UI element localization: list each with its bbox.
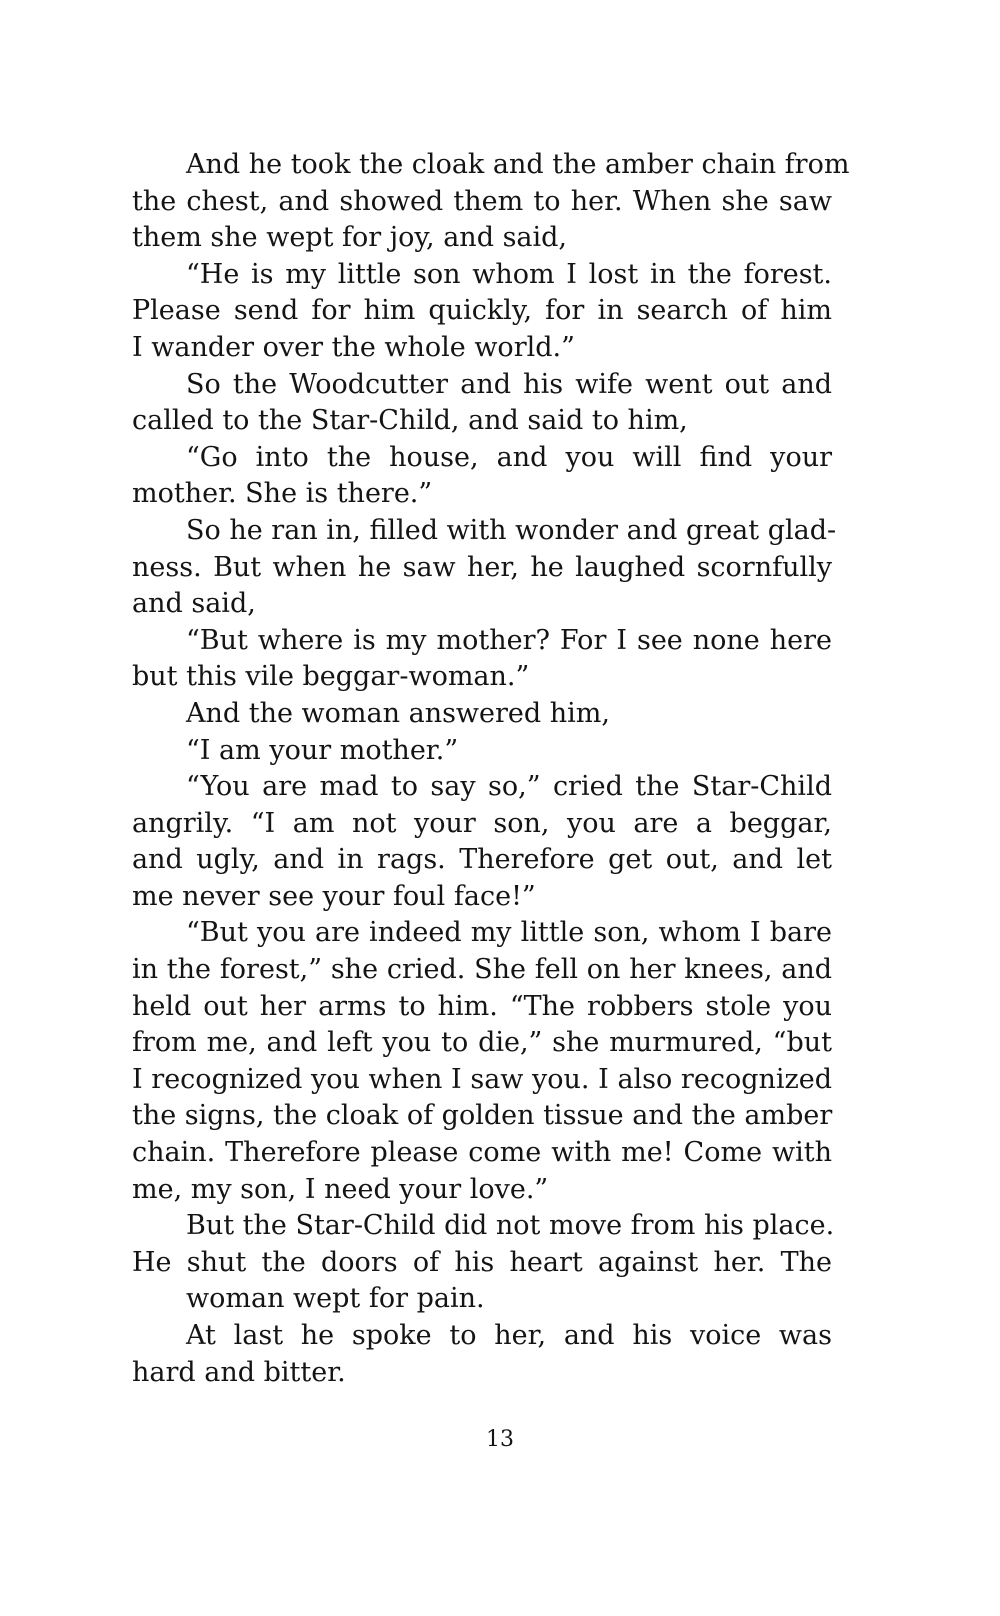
text-line: the chest, and showed them to her. When she saw	[132, 185, 832, 217]
text-line: ness. But when he saw her, he laughed scornfully	[132, 551, 832, 583]
text-line: “I am your mother.”	[186, 734, 459, 766]
text-line: And he took the cloak and the amber chain from	[186, 149, 850, 180]
text-line: them she wept for joy, and said,	[132, 222, 568, 254]
text-line: “You are mad to say so,” cried the Star-Child	[186, 771, 832, 803]
text-line: I wander over the whole world.”	[132, 331, 575, 363]
text-line: chain. Therefore please come with me! Come with	[132, 1137, 832, 1169]
text-line: And the woman answered him,	[186, 697, 610, 729]
text-line: woman wept for pain.	[186, 1283, 485, 1315]
text-line: I recognized you when I saw you. I also recognized	[132, 1063, 832, 1095]
text-line: mother. She is there.”	[132, 478, 433, 510]
text-line: the signs, the cloak of golden tissue and the amber	[132, 1100, 833, 1132]
text-line: But the Star-Child did not move from his place.	[186, 1210, 835, 1242]
text-line: “But you are indeed my little son, whom I bare	[186, 917, 832, 949]
text-line: “Go into the house, and you will find your	[186, 441, 832, 473]
page-number: 13	[486, 1427, 514, 1452]
text-line: in the forest,” she cried. She fell on her knees, and	[132, 954, 832, 986]
text-line: and said,	[132, 588, 256, 620]
text-line: called to the Star-Child, and said to him,	[132, 405, 688, 437]
text-line: Please send for him quickly, for in search of him	[132, 295, 832, 327]
text-line: “But where is my mother? For I see none here	[186, 624, 832, 656]
text-line: held out her arms to him. “The robbers stole you	[132, 990, 832, 1022]
text-line: me, my son, I need your love.”	[132, 1173, 549, 1205]
text-line: but this vile beggar-woman.”	[132, 661, 530, 693]
text-line: from me, and left you to die,” she murmured, “but	[132, 1027, 832, 1059]
text-line: So the Woodcutter and his wife went out and	[186, 368, 832, 400]
text-line: So he ran in, filled with wonder and great glad-	[186, 514, 837, 546]
text-line: and ugly, and in rags. Therefore get out, and let	[132, 844, 832, 876]
text-line: He shut the doors of his heart against her. The	[132, 1246, 832, 1278]
text-line: angrily. “I am not your son, you are a beggar,	[132, 807, 832, 839]
text-line: “He is my little son whom I lost in the forest.	[186, 258, 832, 290]
text-line: me never see your foul face!”	[132, 880, 536, 912]
body-text	[132, 147, 850, 1391]
text-line: hard and bitter.	[132, 1356, 346, 1388]
text-line: At last he spoke to her, and his voice was	[186, 1320, 832, 1351]
